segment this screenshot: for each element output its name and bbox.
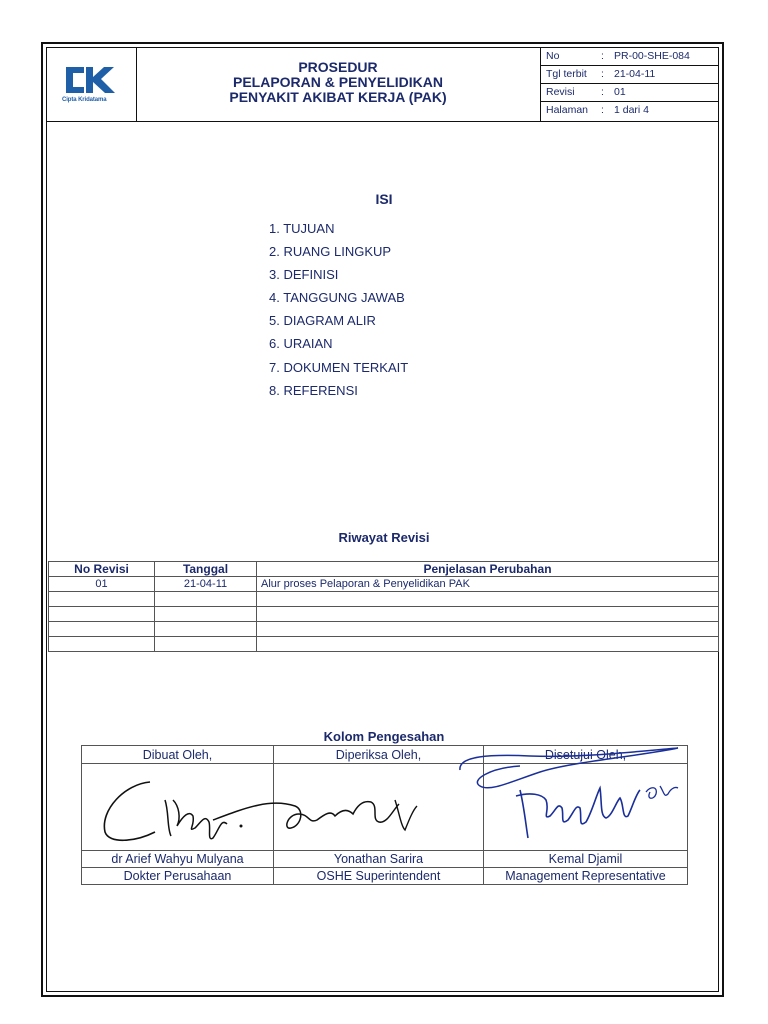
ck-logo-icon bbox=[62, 65, 120, 95]
approver-name-prepared: dr Arief Wahyu Mulyana bbox=[82, 851, 274, 868]
toc-item: 7. DOKUMEN TERKAIT bbox=[269, 359, 409, 375]
signature-prepared-and-reviewed bbox=[95, 770, 445, 850]
toc-title: ISI bbox=[375, 191, 393, 207]
doc-title-line-2: PENYAKIT AKIBAT KERJA (PAK) bbox=[229, 89, 447, 105]
table-row bbox=[49, 622, 719, 637]
table-row bbox=[49, 592, 719, 607]
table-cell bbox=[49, 622, 155, 637]
table-cell bbox=[49, 607, 155, 622]
table-cell bbox=[257, 637, 719, 652]
meta-row-no: No : PR-00-SHE-084 bbox=[540, 47, 719, 66]
meta-row-page: Halaman : 1 dari 4 bbox=[546, 104, 650, 116]
approval-head-prepared: Dibuat Oleh, bbox=[82, 746, 274, 764]
col-header-date: Tanggal bbox=[155, 562, 257, 577]
table-cell bbox=[257, 622, 719, 637]
table-cell bbox=[49, 637, 155, 652]
table-header-row bbox=[49, 562, 719, 577]
table-cell bbox=[155, 592, 257, 607]
table-cell bbox=[49, 592, 155, 607]
approver-role-reviewed: OSHE Superintendent bbox=[274, 868, 484, 885]
toc-item: 5. DIAGRAM ALIR bbox=[269, 313, 376, 329]
toc-item: 2. RUANG LINGKUP bbox=[269, 244, 392, 260]
approval-head-approved: Disetujui Oleh, bbox=[484, 746, 688, 764]
revision-history-title: Riwayat Revisi bbox=[338, 530, 430, 545]
table-row bbox=[49, 607, 719, 622]
table-cell bbox=[257, 592, 719, 607]
toc-item: 3. DEFINISI bbox=[269, 267, 339, 283]
table-cell bbox=[155, 607, 257, 622]
table-row bbox=[49, 577, 719, 592]
table-cell bbox=[257, 607, 719, 622]
signature-approved bbox=[450, 746, 690, 846]
approver-name-reviewed: Yonathan Sarira bbox=[274, 851, 484, 868]
logo-cell bbox=[46, 47, 137, 121]
doc-title-line-1: PELAPORAN & PENYELIDIKAN bbox=[232, 74, 444, 90]
revision-table bbox=[48, 561, 719, 652]
approval-head-reviewed: Diperiksa Oleh, bbox=[274, 746, 484, 764]
toc-item: 8. REFERENSI bbox=[269, 382, 358, 398]
approver-role-prepared: Dokter Perusahaan bbox=[82, 868, 274, 885]
approver-role-approved: Management Representative bbox=[484, 868, 688, 885]
toc-list bbox=[269, 221, 408, 406]
approver-name-approved: Kemal Djamil bbox=[484, 851, 688, 868]
doc-type: PROSEDUR bbox=[298, 59, 378, 75]
approval-name-row bbox=[82, 851, 688, 868]
table-cell: 01 bbox=[49, 577, 155, 592]
table-row bbox=[49, 637, 719, 652]
toc-item: 1. TUJUAN bbox=[269, 221, 335, 236]
table-cell bbox=[155, 622, 257, 637]
company-logo bbox=[62, 65, 120, 105]
col-header-revision-no: No Revisi bbox=[49, 562, 155, 577]
approval-role-row bbox=[82, 868, 688, 885]
title-cell bbox=[136, 47, 541, 121]
toc-item: 4. TANGGUNG JAWAB bbox=[269, 290, 405, 306]
table-cell bbox=[155, 637, 257, 652]
logo-text: Cipta Kridatama bbox=[62, 97, 107, 103]
meta-row-revision: Revisi : 01 bbox=[540, 83, 719, 102]
toc-item: 6. URAIAN bbox=[269, 336, 333, 352]
table-cell: 21-04-11 bbox=[155, 577, 257, 592]
meta-cell bbox=[540, 47, 719, 121]
approval-title: Kolom Pengesahan bbox=[323, 729, 445, 744]
table-cell: Alur proses Pelaporan & Penyelidikan PAK bbox=[257, 577, 719, 592]
col-header-change-description: Penjelasan Perubahan bbox=[257, 562, 719, 577]
meta-row-date: Tgl terbit : 21-04-11 bbox=[540, 65, 719, 84]
document-header bbox=[46, 47, 719, 122]
